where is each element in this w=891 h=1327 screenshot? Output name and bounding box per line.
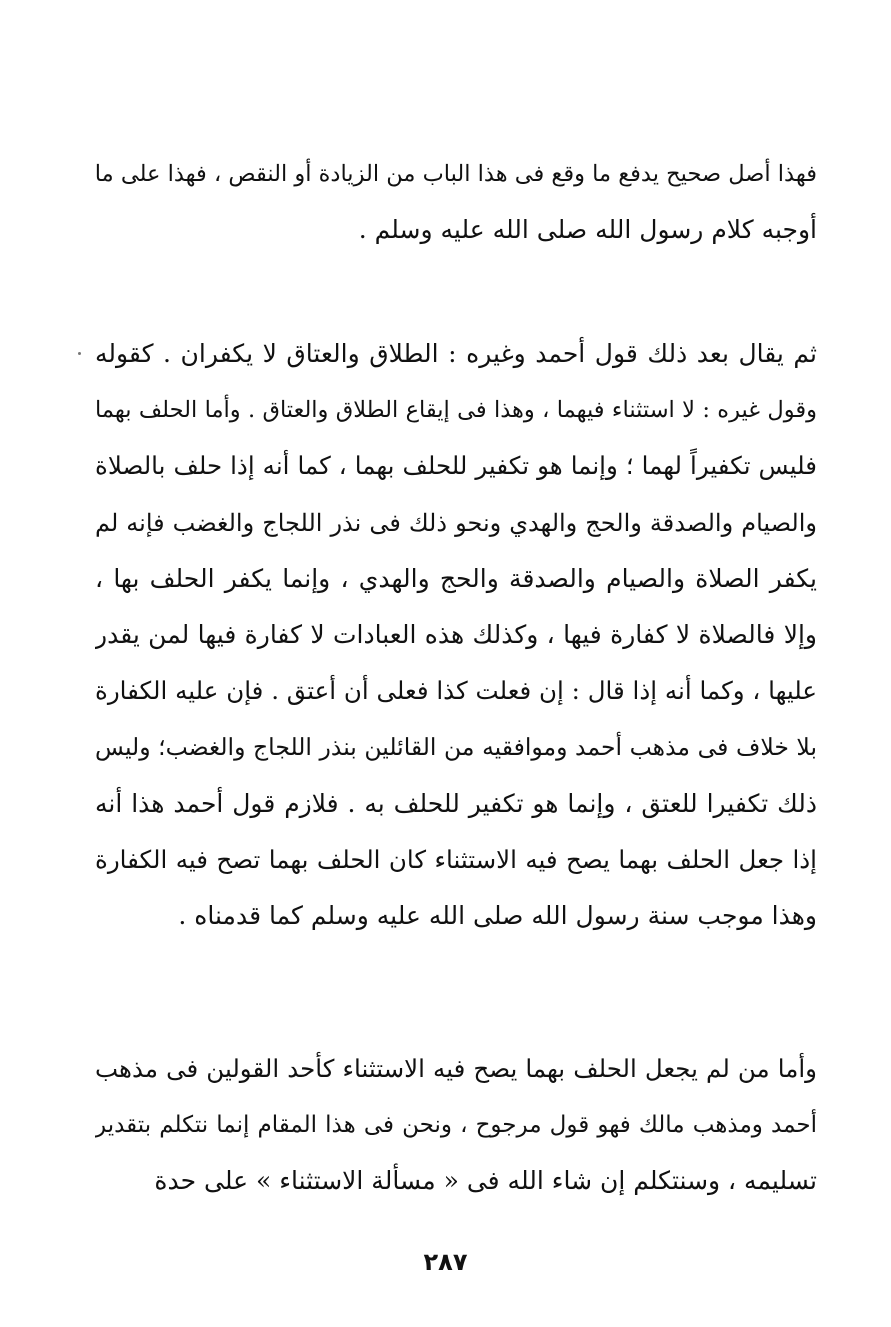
- text-line: يكفر الصلاة والصيام والصدقة والحج والهدي ، وإنما يكفر الحلف بها ،: [95, 563, 817, 593]
- paragraph-3: [95, 1041, 817, 1210]
- text-line: ثم يقال بعد ذلك قول أحمد وغيره : الطلاق والعتاق لا يكفران . كقوله: [95, 339, 817, 368]
- text-line: إذا جعل الحلف بهما يصح فيه الاستثناء كان الحلف بهما تصح فيه الكفارة: [95, 844, 817, 874]
- text-line: وأما من لم يجعل الحلف بهما يصح فيه الاستثناء كأحد القولين فى مذهب: [95, 1054, 817, 1083]
- text-line: تسليمه ، وسنتكلم إن شاء الله فى « مسألة الاستثناء » على حدة: [154, 1166, 817, 1196]
- text-line: وهذا موجب سنة رسول الله صلى الله عليه وسلم كما قدمناه .: [178, 900, 817, 930]
- text-line: ذلك تكفيرا للعتق ، وإنما هو تكفير للحلف به . فلازم قول أحمد هذا أنه: [95, 788, 817, 818]
- text-line: فهذا أصل صحيح يدفع ما وقع فى هذا الباب من الزيادة أو النقص ، فهذا على ما: [95, 161, 817, 187]
- text-line: بلا خلاف فى مذهب أحمد وموافقيه من القائلين بنذر اللجاج والغضب؛ وليس: [95, 733, 817, 762]
- page-number: ٢٨٧: [423, 1248, 468, 1276]
- text-line: أحمد ومذهب مالك فهو قول مرجوح ، ونحن فى هذا المقام إنما نتكلم بتقدير: [95, 1112, 817, 1139]
- margin-mark: [78, 352, 81, 355]
- text-line: وقول غيره : لا استثناء فيهما ، وهذا فى إيقاع الطلاق والعتاق . وأما الحلف بهما: [95, 397, 817, 424]
- text-line: والصيام والصدقة والحج والهدي ونحو ذلك فى نذر اللجاج والغضب فإنه لم: [95, 508, 817, 537]
- paragraph-1: [95, 146, 817, 258]
- text-line: فليس تكفيراً لهما ؛ وإنما هو تكفير للحلف بهما ، كما أنه إذا حلف بالصلاة: [95, 451, 817, 481]
- text-line: أوجبه كلام رسول الله صلى الله عليه وسلم .: [358, 215, 817, 245]
- text-line: عليها ، وكما أنه إذا قال : إن فعلت كذا فعلى أن أعتق . فإن عليه الكفارة: [95, 676, 817, 706]
- text-line: وإلا فالصلاة لا كفارة فيها ، وكذلك هذه العبادات لا كفارة فيها لمن يقدر: [95, 619, 817, 649]
- paragraph-2: [95, 326, 817, 944]
